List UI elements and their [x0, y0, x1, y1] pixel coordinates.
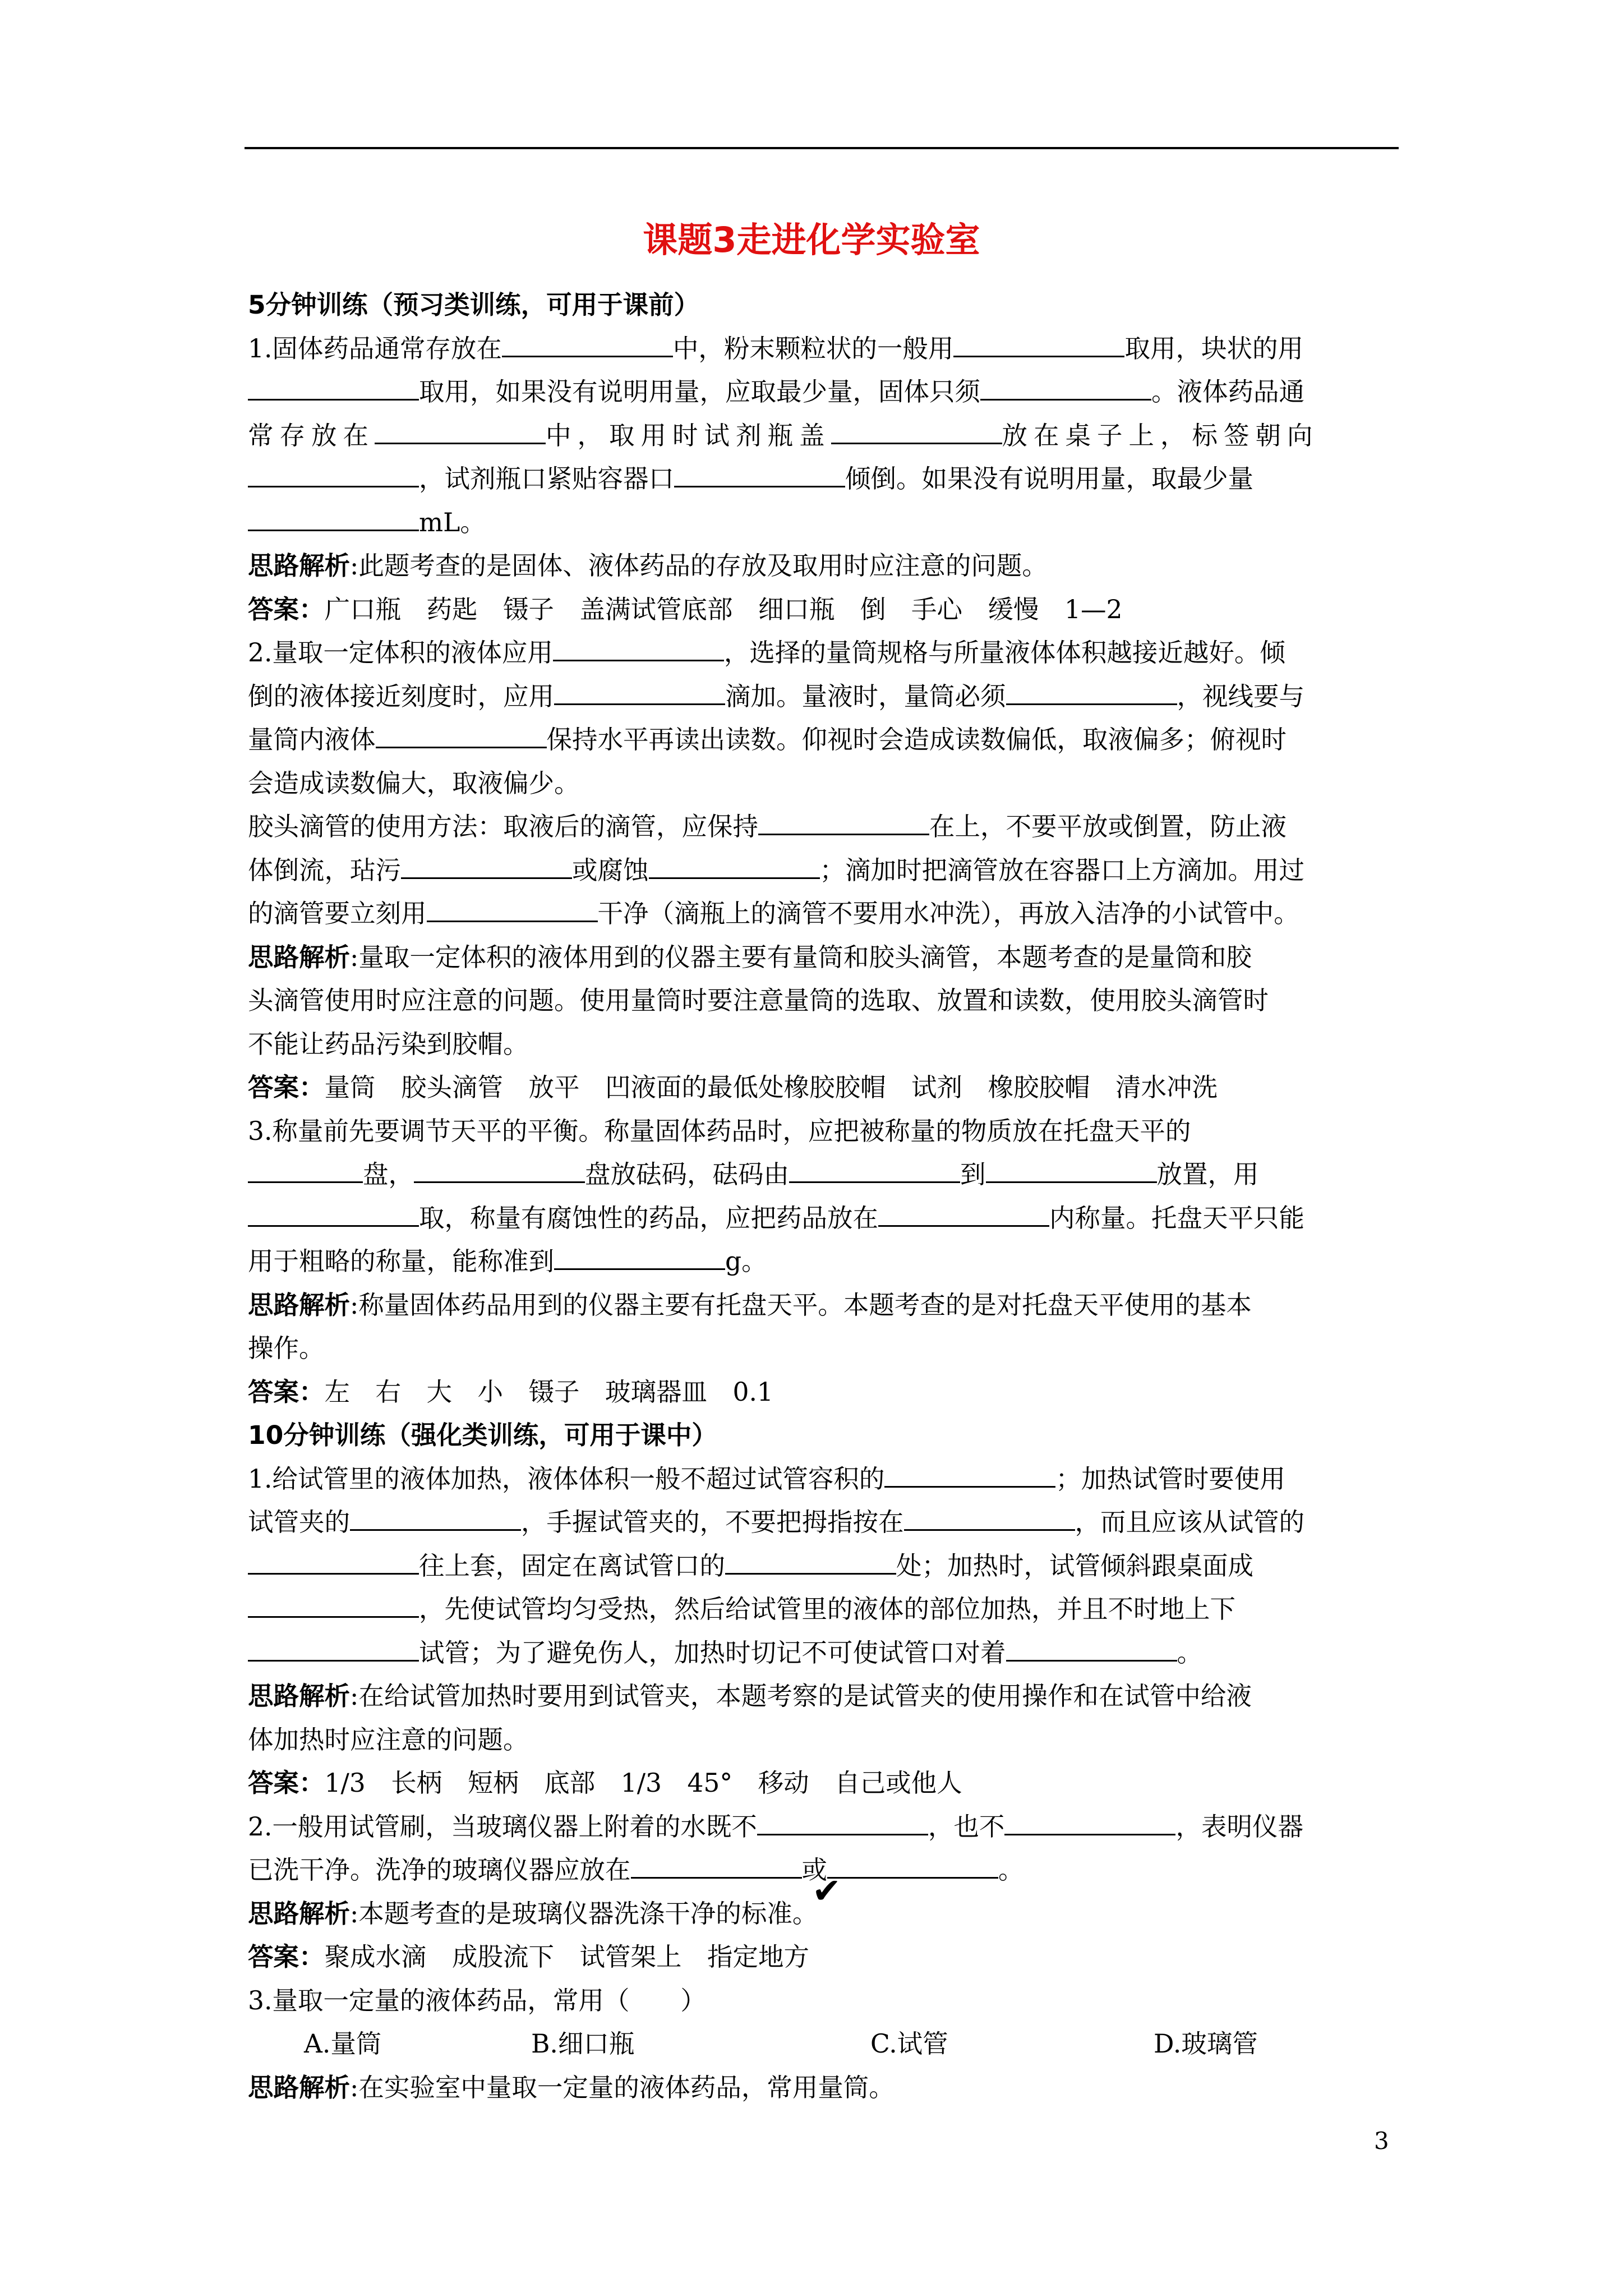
blank [554, 681, 725, 705]
a4-analysis-1: 思路解析:在给试管加热时要用到试管夹，本题考察的是试管夹的使用操作和在试管中给液 [248, 1681, 1252, 1711]
q1-line1: 1.固体药品通常存放在 中，粉末颗粒状的一般用 取用，块状的用 [248, 333, 1303, 364]
blank [553, 637, 724, 661]
blank [789, 1159, 960, 1183]
a4-analysis-2: 体加热时应注意的问题。 [248, 1724, 529, 1755]
blank [725, 1550, 896, 1575]
q2-line4: 会造成读数偏大，取液偏少。 [248, 768, 580, 798]
a3-answer: 答案：左 右 大 小 镊子 玻璃器皿 0.1 [248, 1377, 773, 1407]
q4-line1: 1.给试管里的液体加热，液体体积一般不超过试管容积的 ；加热试管时要使用 [248, 1464, 1285, 1494]
blank [427, 898, 598, 922]
blank [502, 333, 673, 357]
a3-analysis-1: 思路解析:称量固体药品用到的仪器主要有托盘天平。本题考查的是对托盘天平使用的基本 [248, 1290, 1252, 1320]
a4-answer: 答案：1/3 长柄 短柄 底部 1/3 45° 移动 自己或他人 [248, 1768, 962, 1798]
section-heading-5min: 5分钟训练（预习类训练，可用于课前） [248, 290, 700, 320]
blank [248, 1550, 419, 1575]
blank [554, 1246, 725, 1270]
a2-analysis-2: 头滴管使用时应注意的问题。使用量筒时要注意量筒的选取、放置和读数，使用胶头滴管时 [248, 986, 1269, 1015]
a3-analysis-2: 操作。 [248, 1333, 325, 1363]
q3-line1: 3.称量前先要调节天平的平衡。称量固体药品时，应把被称量的物质放在托盘天平的 [248, 1116, 1191, 1146]
section-heading-10min: 10分钟训练（强化类训练，可用于课中） [248, 1420, 717, 1450]
blank [248, 1594, 419, 1618]
blank [986, 1159, 1157, 1183]
a5-analysis: 思路解析:本题考查的是玻璃仪器洗涤干净的标准。 [248, 1898, 818, 1929]
q2-line1: 2.量取一定体积的液体应用 ，选择的量筒规格与所量液体体积越接近越好。倾 [248, 638, 1285, 668]
blank [878, 1203, 1049, 1227]
q3-line3: 取，称量有腐蚀性的药品，应把药品放在 内称量。托盘天平只能 [248, 1197, 1398, 1240]
q5-line2: 已洗干净。洗净的玻璃仪器应放在 或 。 [248, 1855, 1024, 1885]
blank [1006, 681, 1177, 705]
page-title: 课题3走进化学实验室 [643, 219, 980, 260]
q5-line1: 2.一般用试管刷，当玻璃仪器上附着的水既不 ，也不 ，表明仪器 [248, 1811, 1303, 1842]
blank [953, 333, 1124, 357]
blank [375, 420, 546, 444]
blank [248, 1637, 419, 1662]
a1-answer: 答案：广口瓶 药匙 镊子 盖满试管底部 细口瓶 倒 手心 缓慢 1—2 [248, 594, 1123, 624]
q1-line3: 常存放在 中，取用时试剂瓶盖 放在桌子上，标签朝向 [248, 420, 1319, 450]
blank [1004, 1811, 1175, 1835]
blank [758, 811, 929, 835]
q2-line6: 体倒流，玷污 或腐蚀 ；滴加时把滴管放在容器口上方滴加。用过 [248, 855, 1305, 885]
a1-analysis: 思路解析:此题考查的是固体、液体药品的存放及取用时应注意的问题。 [248, 551, 1048, 581]
q1-line4: ，试剂瓶口紧贴容器口 倾倒。如果没有说明用量，取最少量 [248, 457, 1398, 501]
blank [401, 855, 572, 879]
q2-line7: 的滴管要立刻用 干净（滴瓶上的滴管不要用水冲洗），再放入洁净的小试管中。 [248, 899, 1299, 928]
option-d: D.玻璃管 [1154, 2029, 1258, 2059]
blank [649, 855, 820, 879]
q3-line4: 用于粗略的称量，能称准到 g。 [248, 1246, 767, 1276]
a2-analysis-3: 不能让药品污染到胶帽。 [248, 1029, 529, 1059]
page-number: 3 [1374, 2127, 1389, 2155]
q3-line2: 盘， 盘放砝码，砝码由 到 放置，用 [248, 1153, 1398, 1197]
document-body [248, 283, 1398, 2109]
blank [414, 1159, 585, 1183]
blank [350, 1507, 521, 1531]
blank [827, 1855, 998, 1879]
a2-analysis-1: 思路解析:量取一定体积的液体用到的仪器主要有量筒和胶头滴管，本题考查的是量筒和胶 [248, 942, 1252, 972]
q1-line2: 取用，如果没有说明用量，应取最少量，固体只须 。液体药品通 [248, 370, 1398, 414]
q6-options [248, 2022, 1398, 2066]
blank [884, 1464, 1055, 1488]
q1-line5: mL。 [248, 501, 1398, 545]
a5-answer: 答案：聚成水滴 成股流下 试管架上 指定地方 [248, 1942, 810, 1972]
q6-stem: 3.量取一定量的液体药品，常用（ ） [248, 1985, 706, 2016]
q4-line5: 试管；为了避免伤人，加热时切记不可使试管口对着 。 [248, 1631, 1398, 1675]
blank [376, 724, 547, 748]
option-c: C.试管 [870, 2029, 948, 2059]
q4-line4: ，先使试管均匀受热，然后给试管里的液体的部位加热，并且不时地上下 [248, 1588, 1398, 1631]
blank [904, 1507, 1075, 1531]
blank [248, 376, 419, 401]
blank [248, 507, 419, 531]
blank [757, 1811, 928, 1835]
q2-line2: 倒的液体接近刻度时，应用 滴加。量液时，量筒必须 ，视线要与 [248, 681, 1305, 711]
blank [674, 463, 845, 487]
blank [248, 463, 419, 487]
header-rule [245, 147, 1399, 149]
q2-line5: 胶头滴管的使用方法：取液后的滴管，应保持 在上，不要平放或倒置，防止液 [248, 812, 1287, 841]
checkmark-icon: ✔ [812, 1870, 841, 1911]
q4-line3: 往上套，固定在离试管口的 处；加热时，试管倾斜跟桌面成 [248, 1544, 1398, 1588]
a2-answer: 答案：量筒 胶头滴管 放平 凹液面的最低处橡胶胶帽 试剂 橡胶胶帽 清水冲洗 [248, 1073, 1218, 1102]
blank [248, 1203, 419, 1227]
option-a: A.量筒 [304, 2029, 382, 2059]
blank [631, 1855, 802, 1879]
option-b: B.细口瓶 [531, 2029, 635, 2059]
blank [248, 1159, 363, 1183]
a6-analysis: 思路解析:在实验室中量取一定量的液体药品，常用量筒。 [248, 2072, 895, 2102]
q2-line3: 量筒内液体 保持水平再读出读数。仰视时会造成读数偏低，取液偏多；俯视时 [248, 725, 1287, 754]
blank [1006, 1637, 1177, 1662]
blank [831, 420, 1002, 444]
blank [980, 376, 1151, 401]
q4-line2: 试管夹的 ，手握试管夹的，不要把拇指按在 ，而且应该从试管的 [248, 1507, 1305, 1537]
